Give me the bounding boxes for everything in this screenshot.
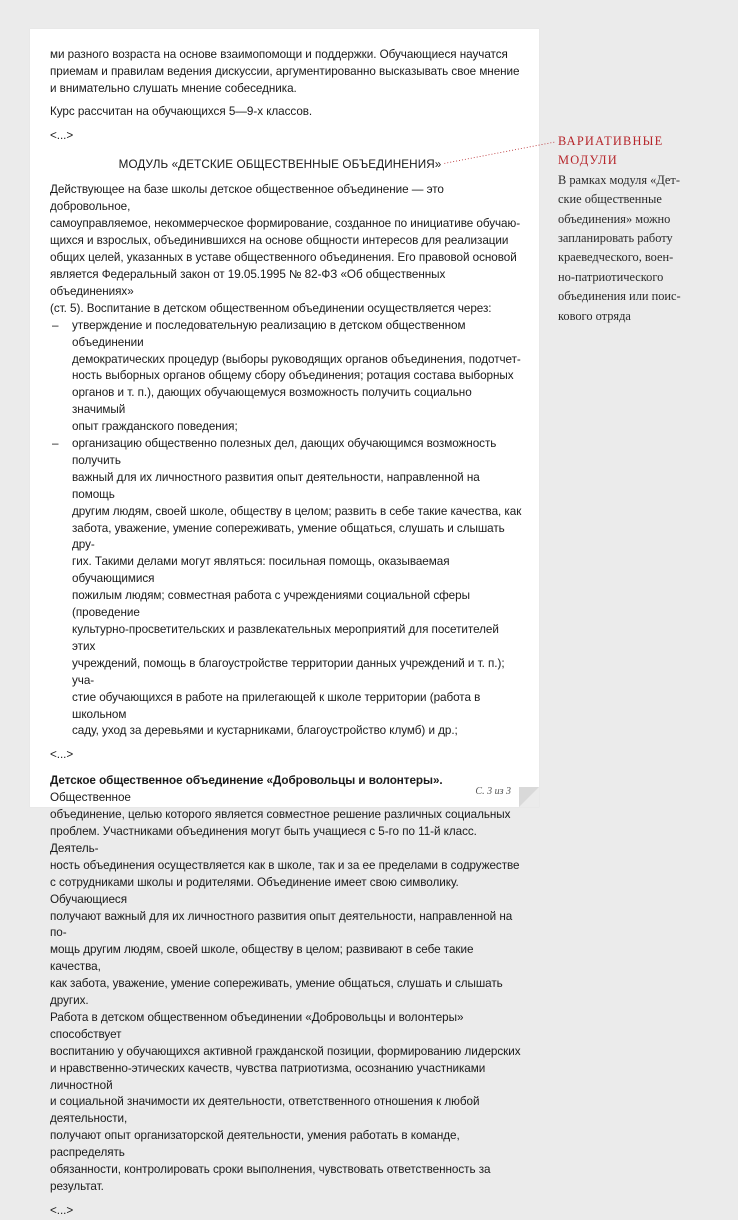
intro-paragraph [50, 47, 524, 98]
list-line: пожилым людям; совместная работа с учреждениями социальной сферы (проведение [72, 589, 470, 620]
list-line: важный для их личностного развития опыт деятельности, направленной на помощь [72, 470, 480, 501]
list-line: опыт гражданского поведения; [72, 420, 238, 434]
omission-mark: <...> [50, 748, 74, 762]
page-number: С. 3 из 3 [475, 786, 511, 797]
body-line: является Федеральный закон от 19.05.1995 № 82-ФЗ «Об общественных объединениях» [50, 267, 446, 298]
margin-note-title [558, 132, 728, 171]
body-line: получают важный для их личностного развития опыт деятельности, направленной на по- [50, 909, 513, 940]
body-line: мощь другим людям, своей школе, обществу в целом; развивают в себе такие качества, [50, 943, 474, 974]
list-line: утверждение и последовательную реализацию в детском общественном объединении [72, 318, 466, 349]
list-line: культурно-просветительских и развлекательных мероприятий для посетителей этих [72, 623, 499, 653]
document-content [50, 47, 524, 1220]
body-line: объединение, целью которого является совместное решение различных социальных [50, 808, 511, 822]
intro-line: приемам и правилам ведения дискуссии, аргументированно высказывать свое мнение [50, 64, 520, 78]
body-line: и социальной значимости их деятельности, ответственного отношения к любой деятельности, [50, 1095, 480, 1126]
margin-note-body [558, 171, 728, 326]
margin-note-title-line: МОДУЛИ [558, 153, 618, 168]
body-line: щихся и взрослых, объединившихся на основе общности интересов для реализации [50, 234, 509, 248]
list-line: стие обучающихся в работе на прилегающей к школе территории (работа в школьном [72, 690, 481, 721]
margin-note [558, 132, 728, 326]
body-line: Действующее на базе школы детское общественное объединение — это добровольное, [50, 183, 444, 214]
body-line: обязанности, контролировать сроки выполнения, чувствовать ответственность за результат. [50, 1163, 491, 1193]
intro-line: ми разного возраста на основе взаимопомощи и поддержки. Обучающиеся научатся [50, 48, 508, 61]
body-line: воспитанию у обучающихся активной гражданской позиции, формированию лидерских [50, 1044, 521, 1058]
module-intro-paragraph [50, 182, 524, 317]
dash-bullet: – [52, 318, 59, 332]
body-line: ность объединения осуществляется как в школе, так и за ее пределами в содружестве [50, 858, 520, 872]
margin-note-line: но-патриотического [558, 269, 664, 284]
page-corner-fold [519, 787, 539, 807]
list-item [50, 318, 524, 436]
list-line: саду, уход за деревьями и кустарниками, благоустройство клумб) и др.; [72, 724, 458, 738]
margin-note-title-line: ВАРИАТИВНЫЕ [558, 134, 664, 148]
volunteers-paragraph [50, 773, 524, 1196]
omission-mark: <...> [50, 1203, 74, 1217]
body-line: и нравственно-этических качеств, чувства патриотизма, осознанию участниками личностной [50, 1061, 486, 1092]
body-line: получают опыт организаторской деятельности, умения работать в команде, распределять [50, 1129, 460, 1160]
list-line: учреждений, помощь в благоустройстве территории данных учреждений и т. п.); уча- [72, 656, 505, 687]
body-line: как забота, уважение, умение сопереживать, умение общаться, слушать и слышать других. [50, 977, 503, 1008]
list-line: забота, уважение, умение сопереживать, умение общаться, слушать и слышать дру- [72, 521, 505, 552]
omission-mark: <...> [50, 128, 74, 142]
intro-line: и внимательно слушать мнение собеседника. [50, 81, 297, 95]
module-heading-text: МОДУЛЬ «ДЕТСКИЕ ОБЩЕСТВЕННЫЕ ОБЪЕДИНЕНИЯ» [118, 157, 442, 171]
dash-bullet: – [52, 437, 59, 451]
volunteers-heading: Детское общественное объединение «Добровольцы и волонтеры». [50, 774, 443, 788]
margin-note-line: В рамках модуля «Дет- [558, 172, 680, 187]
margin-note-line: кового отряда [558, 308, 631, 323]
body-line: (ст. 5). Воспитание в детском общественном объединении осуществляется через: [50, 301, 492, 315]
list-line: гих. Такими делами могут являться: посильная помощь, оказываемая обучающимися [72, 555, 450, 586]
body-line: самоуправляемое, некоммерческое формирование, созданное по инициативе обучаю- [50, 217, 521, 231]
body-line: общих целей, указанных в уставе общественного объединения. Его правовой основой [50, 251, 517, 265]
list-item [50, 436, 524, 740]
margin-note-line: краеведческого, воен- [558, 250, 674, 265]
module-heading [43, 157, 517, 174]
list-line: организацию общественно полезных дел, дающих обучающимся возможность получить [72, 437, 497, 467]
margin-note-line: объединения» можно [558, 211, 671, 226]
course-paragraph: Курс рассчитан на обучающихся 5—9-х классов. [50, 104, 313, 118]
list-line: органов и т. п.), дающих обучающемуся возможность получить социально значимый [72, 386, 472, 417]
margin-note-line: запланировать работу [558, 231, 673, 246]
list-line: демократических процедур (выборы руководящих органов объединения, подотчет- [72, 352, 521, 366]
body-line: с сотрудниками школы и родителями. Объединение имеет свою символику. Обучающиеся [50, 875, 459, 906]
list-line: другим людям, своей школе, обществу в целом; развить в себе такие качества, как [72, 504, 522, 518]
activity-list [50, 318, 524, 741]
list-line: ность выборных органов общему сбору объединения; ротация состава выборных [72, 369, 514, 383]
margin-note-line: ские общественные [558, 192, 662, 207]
body-line: проблем. Участниками объединения могут быть учащиеся с 5-го по 11-й класс. Деятель- [50, 824, 477, 855]
margin-note-line: объединения или поис- [558, 289, 681, 304]
body-line: Общественное [50, 791, 131, 805]
body-line: Работа в детском общественном объединении «Добровольцы и волонтеры» способствует [50, 1010, 464, 1041]
document-page [30, 29, 539, 1217]
